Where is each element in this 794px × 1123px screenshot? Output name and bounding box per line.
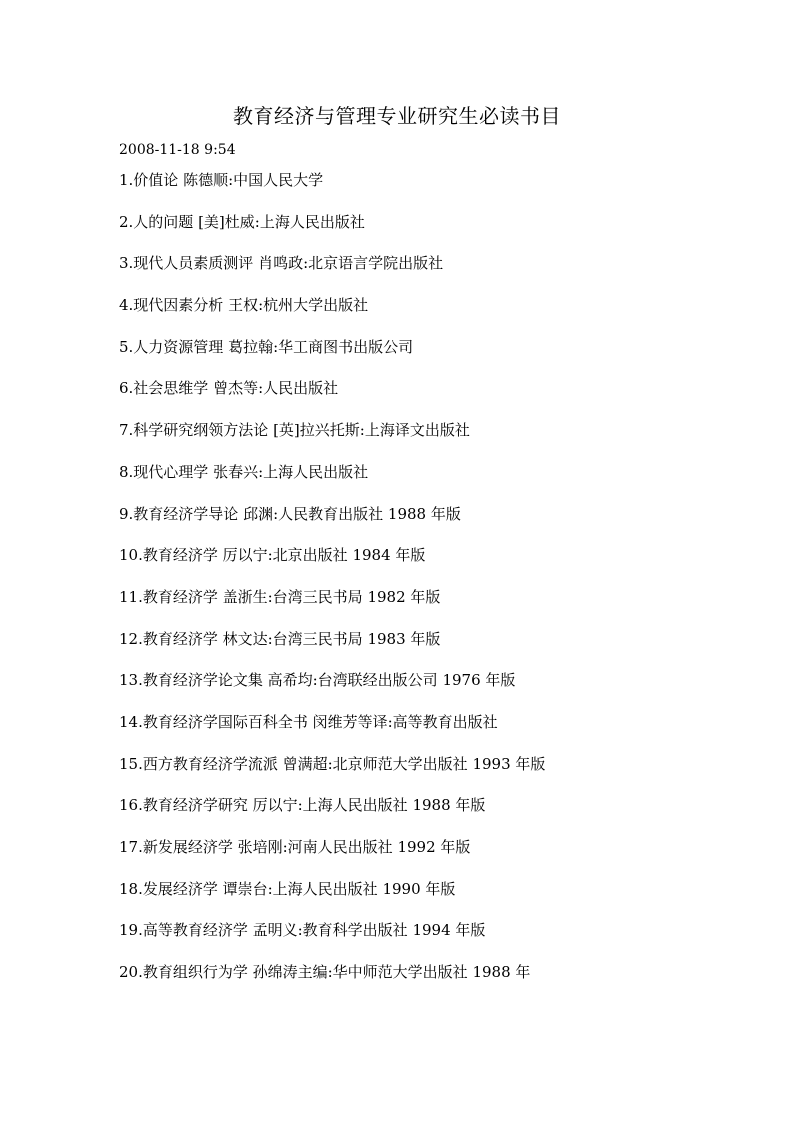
book-entry: 18.发展经济学 谭崇台:上海人民出版社 1990 年版 — [119, 879, 456, 898]
book-entry: 17.新发展经济学 张培刚:河南人民出版社 1992 年版 — [119, 838, 471, 856]
book-entry: 7.科学研究纲领方法论 [英]拉兴托斯:上海译文出版社 — [119, 421, 470, 440]
document-date: 2008-11-18 9:54 — [119, 142, 236, 158]
book-entry: 19.高等教育经济学 孟明义:教育科学出版社 1994 年版 — [119, 921, 486, 940]
book-entry: 2.人的问题 [美]杜威:上海人民出版社 — [119, 212, 365, 231]
book-entry: 11.教育经济学 盖浙生:台湾三民书局 1982 年版 — [119, 587, 441, 606]
book-entry: 20.教育组织行为学 孙绵涛主编:华中师范大学出版社 1988 年 — [119, 963, 531, 982]
book-entry: 1.价值论 陈德顺:中国人民大学 — [119, 171, 324, 189]
book-entry: 3.现代人员素质测评 肖鸣政:北京语言学院出版社 — [119, 254, 444, 273]
book-entry: 12.教育经济学 林文达:台湾三民书局 1983 年版 — [119, 629, 441, 648]
book-entry: 15.西方教育经济学流派 曾满超:北京师范大学出版社 1993 年版 — [119, 754, 546, 773]
book-entry: 10.教育经济学 厉以宁:北京出版社 1984 年版 — [119, 546, 426, 565]
document-title: 教育经济与管理专业研究生必读书目 — [233, 104, 561, 128]
book-entry: 5.人力资源管理 葛拉翰:华工商图书出版公司 — [119, 337, 414, 356]
book-entry: 14.教育经济学国际百科全书 闵维芳等译:高等教育出版社 — [119, 712, 498, 731]
book-entry: 8.现代心理学 张春兴:上海人民出版社 — [119, 462, 369, 481]
book-entry: 13.教育经济学论文集 高希均:台湾联经出版公司 1976 年版 — [119, 671, 516, 690]
book-entry: 16.教育经济学研究 厉以宁:上海人民出版社 1988 年版 — [119, 796, 486, 815]
book-entry: 9.教育经济学导论 邱渊:人民教育出版社 1988 年版 — [119, 504, 461, 523]
book-list — [119, 170, 759, 1004]
book-entry: 6.社会思维学 曾杰等:人民出版社 — [119, 379, 339, 398]
book-entry: 4.现代因素分析 王权:杭州大学出版社 — [119, 296, 369, 315]
